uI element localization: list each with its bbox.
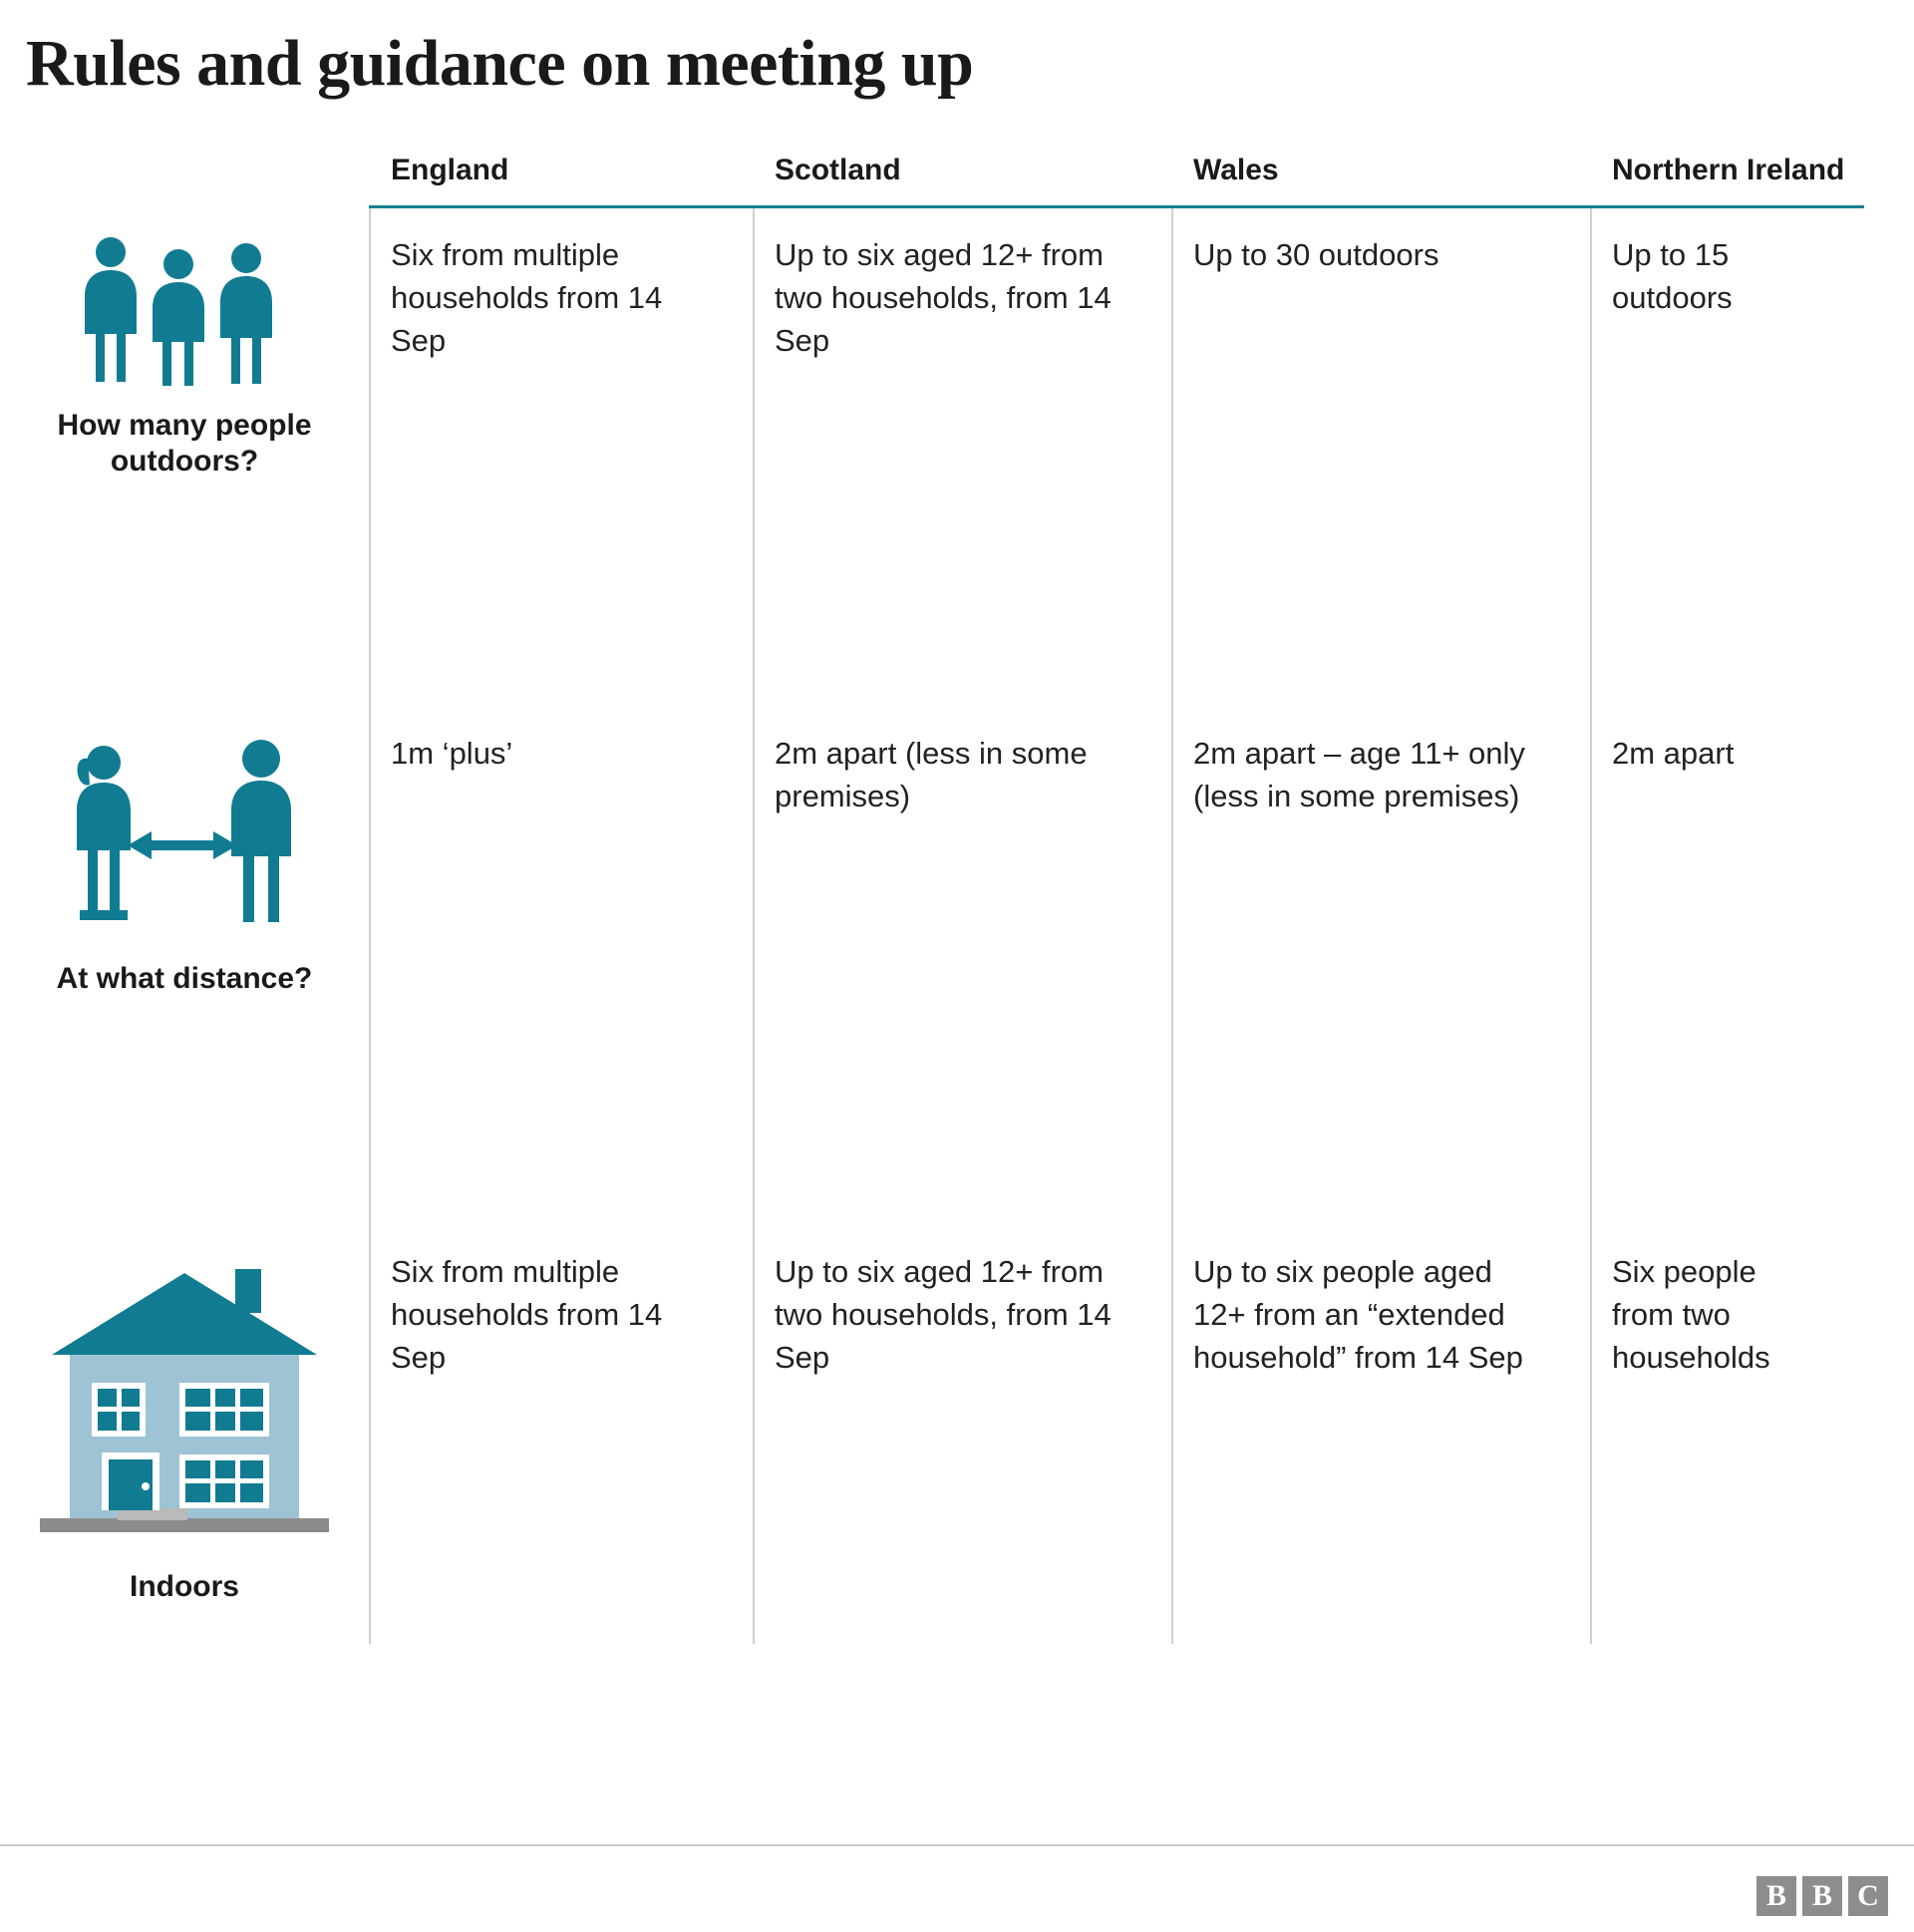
bbc-logo-letter: B [1756, 1876, 1796, 1916]
footer-divider [0, 1844, 1914, 1846]
page-title: Rules and guidance on meeting up [26, 27, 974, 100]
row-label-outdoors-text: How many people outdoors? [57, 408, 312, 478]
social-distance-icon [60, 733, 309, 947]
cell-distance-wales: 2m apart – age 11+ only (less in some premises) [1193, 735, 1525, 813]
bbc-logo-letter: B [1802, 1876, 1842, 1916]
cell-distance-scotland: 2m apart (less in some premises) [775, 735, 1088, 813]
cell-indoors-england: Six from multiple households from 14 Sep [391, 1253, 663, 1375]
table-header-spacer [0, 153, 369, 205]
three-people-icon [75, 234, 294, 394]
bbc-logo [1756, 1876, 1888, 1916]
table-row [0, 208, 1864, 707]
row-label-indoors [0, 1225, 369, 1644]
column-header-scotland [753, 153, 1171, 205]
cell-outdoors-wales: Up to 30 outdoors [1193, 236, 1439, 272]
rules-table [0, 153, 1864, 1644]
column-header-northern-ireland [1590, 153, 1864, 205]
table-header-row [0, 153, 1864, 205]
table-row [0, 707, 1864, 1225]
cell-outdoors-scotland: Up to six aged 12+ from two households, from 14 Sep [775, 236, 1112, 358]
cell-outdoors-england: Six from multiple households from 14 Sep [391, 236, 663, 358]
column-header-england [369, 153, 753, 205]
table-body [0, 208, 1864, 1644]
row-label-indoors-text: Indoors [130, 1569, 239, 1603]
column-header-wales [1171, 153, 1590, 205]
cell-outdoors-northern-ireland: Up to 15 outdoors [1612, 236, 1733, 315]
cell-distance-northern-ireland: 2m apart [1612, 735, 1735, 771]
column-header-wales-label: Wales [1193, 153, 1279, 186]
cell-indoors-wales: Up to six people aged 12+ from an “extended household” from 14 Sep [1193, 1253, 1523, 1375]
column-header-northern-ireland-label: Northern Ireland [1612, 153, 1845, 186]
cell-indoors-northern-ireland: Six people from two households [1612, 1253, 1770, 1375]
row-label-distance [0, 707, 369, 1225]
row-label-outdoors [0, 208, 369, 707]
column-header-scotland-label: Scotland [775, 153, 901, 186]
bbc-logo-letter: C [1848, 1876, 1888, 1916]
cell-indoors-scotland: Up to six aged 12+ from two households, from 14 Sep [775, 1253, 1112, 1375]
table-row [0, 1225, 1864, 1644]
column-header-england-label: England [391, 153, 509, 186]
cell-distance-england: 1m ‘plus’ [391, 735, 513, 771]
house-icon [40, 1251, 329, 1555]
row-label-distance-text: At what distance? [56, 961, 313, 995]
